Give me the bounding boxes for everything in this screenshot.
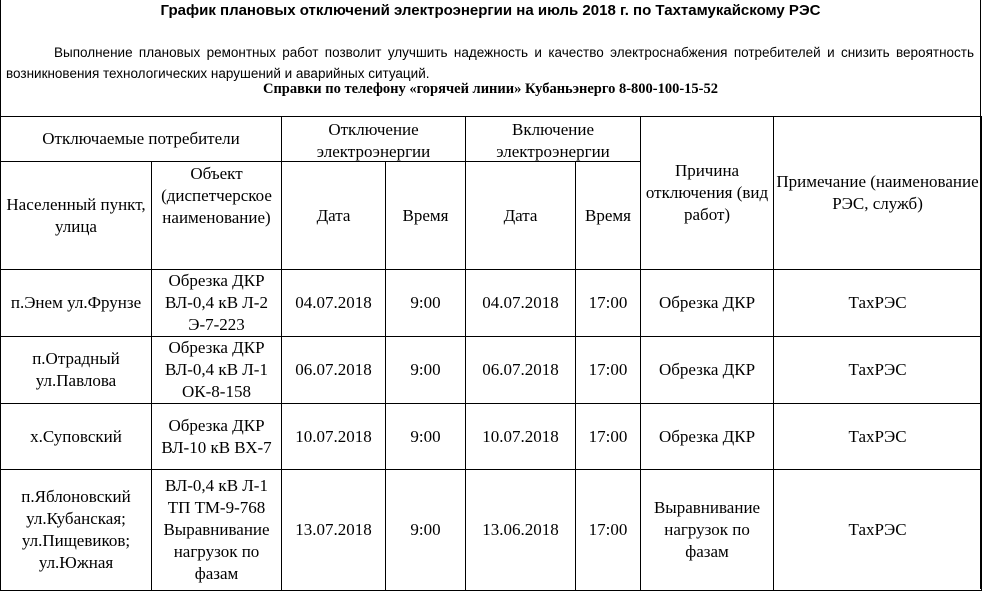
cell-locality: п.Яблоновский ул.Кубанская; ул.Пищевиков; ул.Южная (1, 470, 152, 591)
header-shutoff (282, 117, 466, 162)
cell-off-time: 9:00 (386, 470, 466, 591)
cell-on-time: 17:00 (576, 270, 641, 337)
cell-object: Обрезка ДКР ВЛ-0,4 кВ Л-1 ОК-8-158 (152, 337, 282, 404)
cell-off-time: 9:00 (386, 270, 466, 337)
cell-reason: Выравнивание нагрузок по фазам (641, 470, 774, 591)
intro-paragraph: Выполнение плановых ремонтных работ позволит улучшить надежность и качество электроснабжения потребителей и снизить вероятность возникновения технологических нарушений и аварийных ситуаций. (6, 45, 974, 81)
cell-on-date: 06.07.2018 (466, 337, 576, 404)
header-reason: Причина отключения (вид работ) (641, 117, 774, 270)
header-on-time: Время (576, 162, 641, 270)
cell-on-time: 17:00 (576, 337, 641, 404)
cell-object: Обрезка ДКР ВЛ-10 кВ ВХ-7 (152, 404, 282, 470)
header-row-top (1, 117, 982, 162)
header-switchon-text: Включение электроэнергии (496, 120, 610, 161)
cell-reason: Обрезка ДКР (641, 404, 774, 470)
cell-locality: х.Суповский (1, 404, 152, 470)
header-off-date: Дата (282, 162, 386, 270)
cell-reason: Обрезка ДКР (641, 270, 774, 337)
cell-on-date: 10.07.2018 (466, 404, 576, 470)
table-row (1, 470, 982, 591)
cell-note: ТахРЭС (774, 270, 982, 337)
header-on-date: Дата (466, 162, 576, 270)
cell-off-date: 06.07.2018 (282, 337, 386, 404)
header-object-text: Объект (диспетчерское наименование) (161, 163, 272, 227)
cell-reason: Обрезка ДКР (641, 337, 774, 404)
cell-locality: п.Отрадный ул.Павлова (1, 337, 152, 404)
header-consumers: Отключаемые потребители (1, 117, 282, 162)
cell-note: ТахРЭС (774, 470, 982, 591)
table-row (1, 404, 982, 470)
cell-off-date: 04.07.2018 (282, 270, 386, 337)
cell-on-time: 17:00 (576, 470, 641, 591)
cell-off-time: 9:00 (386, 337, 466, 404)
cell-off-date: 10.07.2018 (282, 404, 386, 470)
hotline-note: Справки по телефону «горячей линии» Кубаньэнерго 8-800-100-15-52 (262, 81, 719, 97)
cell-on-date: 04.07.2018 (466, 270, 576, 337)
cell-object: Обрезка ДКР ВЛ-0,4 кВ Л-2 Э-7-223 (152, 270, 282, 337)
header-switchon (466, 117, 641, 162)
header-object (152, 162, 282, 270)
cell-object: ВЛ-0,4 кВ Л-1 ТП ТМ-9-768 Выравнивание нагрузок по фазам (152, 470, 282, 591)
header-note: Примечание (наименование РЭС, служб) (774, 117, 982, 270)
outage-schedule-table (0, 116, 982, 591)
header-shutoff-text: Отключение электроэнергии (316, 120, 431, 161)
cell-locality: п.Энем ул.Фрунзе (1, 270, 152, 337)
table-row (1, 270, 982, 337)
cell-on-date: 13.06.2018 (466, 470, 576, 591)
header-off-time: Время (386, 162, 466, 270)
cell-note: ТахРЭС (774, 337, 982, 404)
cell-off-time: 9:00 (386, 404, 466, 470)
header-locality: Населенный пункт, улица (1, 162, 152, 270)
cell-on-time: 17:00 (576, 404, 641, 470)
document-title: График плановых отключений электроэнергии на июль 2018 г. по Тахтамукайскому РЭС (160, 2, 821, 19)
cell-off-date: 13.07.2018 (282, 470, 386, 591)
table-row (1, 337, 982, 404)
cell-note: ТахРЭС (774, 404, 982, 470)
